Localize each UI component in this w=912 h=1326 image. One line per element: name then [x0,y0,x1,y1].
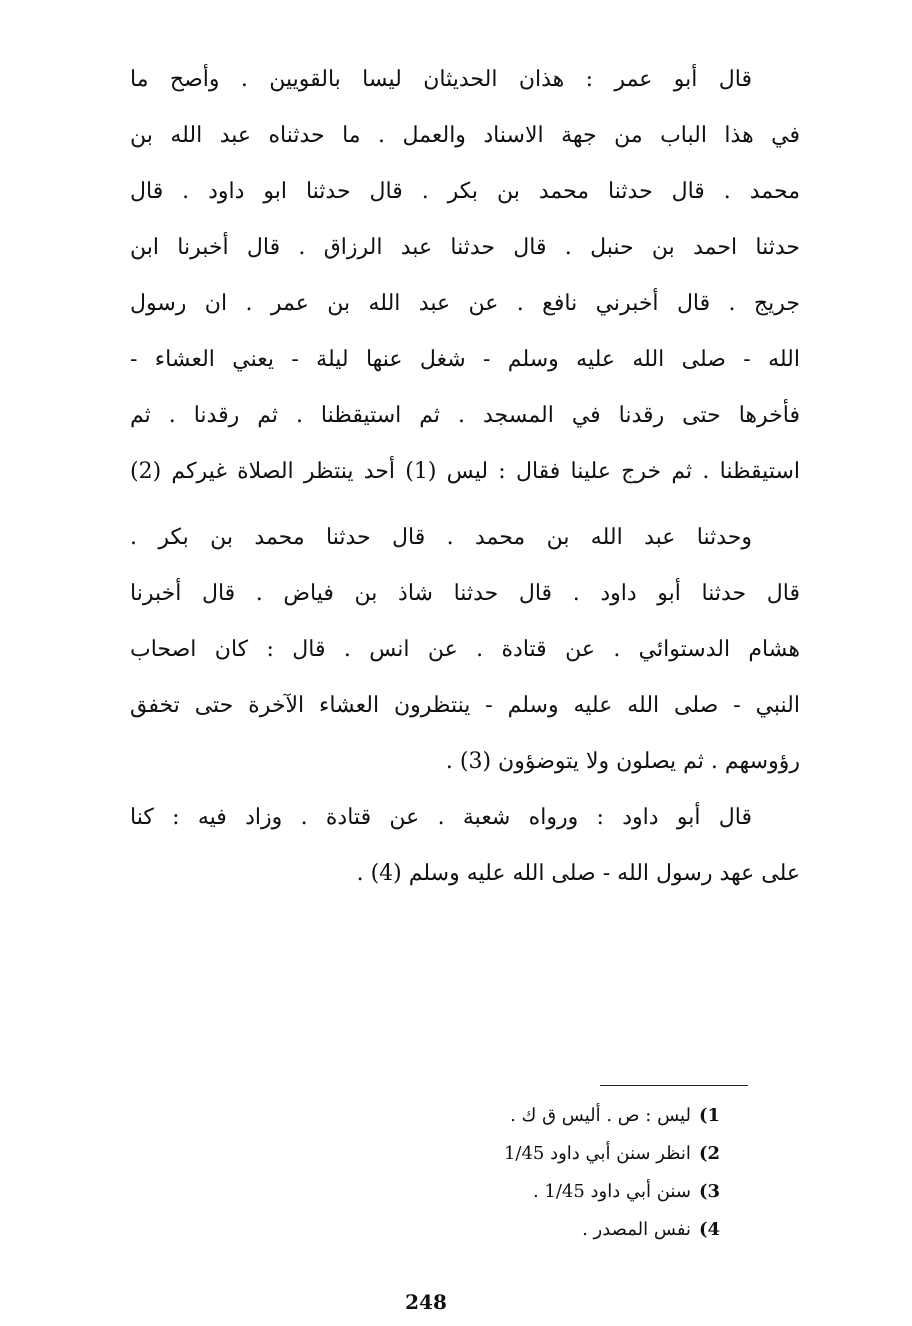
page-number: 248 [405,1290,447,1314]
footnote-3 [440,1173,720,1211]
paragraph-3 [130,790,800,902]
text-line: جريج . قال أخبرني نافع . عن عبد الله بن عمر . ان رسول [130,291,800,316]
footnote-1 [440,1097,720,1135]
text-line: رؤوسهم . ثم يصلون ولا يتوضؤون (3) . [445,749,800,774]
footnote-divider [600,1085,748,1086]
text-line: استيقظنا . ثم خرج علينا فقال : ليس (1) أحد ينتظر الصلاة غيركم (2) [130,459,801,484]
footnote-2 [440,1135,720,1173]
paragraph-2 [130,510,800,790]
text-line: قال حدثنا أبو داود . قال حدثنا شاذ بن فياض . قال أخبرنا [130,581,800,606]
footnotes [440,1097,720,1249]
footnote-number: 1) [698,1105,720,1126]
text-line: قال أبو داود : ورواه شعبة . عن قتادة . وزاد فيه : كنا [130,805,752,830]
text-line: محمد . قال حدثنا محمد بن بكر . قال حدثنا ابو داود . قال [130,179,800,204]
text-line: على عهد رسول الله - صلى الله عليه وسلم (4) . [356,861,800,886]
text-line: الله - صلى الله عليه وسلم - شغل عنها ليلة - يعني العشاء - [130,347,800,372]
footnote-text: ليس : ص . أليس ق ك . [510,1105,691,1126]
footnote-number: 3) [698,1181,720,1202]
text-line: في هذا الباب من جهة الاسناد والعمل . ما حدثناه عبد الله بن [130,123,800,148]
text-line: حدثنا احمد بن حنبل . قال حدثنا عبد الرزاق . قال أخبرنا ابن [130,235,800,260]
footnote-number: 2) [698,1143,720,1164]
footnote-text: انظر سنن أبي داود 1/45 [503,1143,691,1164]
text-line: وحدثنا عبد الله بن محمد . قال حدثنا محمد بن بكر . [130,525,752,550]
footnote-text: سنن أبي داود 1/45 . [532,1181,691,1202]
footnote-4 [440,1211,720,1249]
paragraph-1 [130,52,800,500]
text-line: هشام الدستوائي . عن قتادة . عن انس . قال : كان اصحاب [130,637,800,662]
text-line: النبي - صلى الله عليه وسلم - ينتظرون العشاء الآخرة حتى تخفق [130,693,800,718]
text-line: فأخرها حتى رقدنا في المسجد . ثم استيقظنا . ثم رقدنا . ثم [130,403,800,428]
footnote-text: نفس المصدر . [582,1219,691,1240]
footnote-number: 4) [698,1219,720,1240]
text-line: قال أبو عمر : هذان الحديثان ليسا بالقويين . وأصح ما [130,67,752,92]
